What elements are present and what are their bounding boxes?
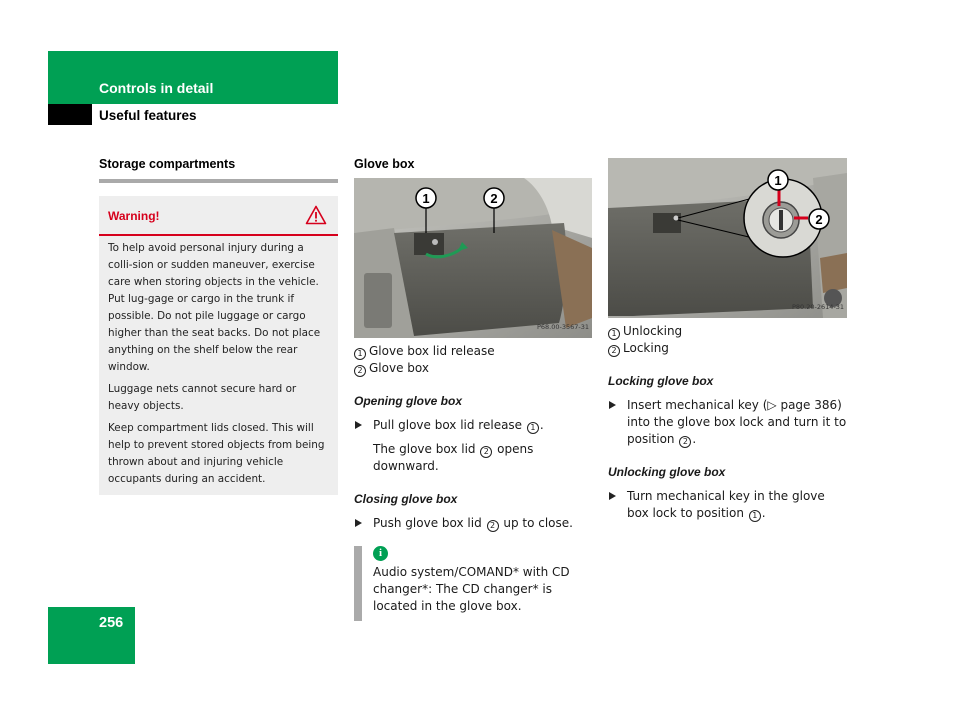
bullet-arrow-icon [355,421,362,429]
bullet-arrow-icon [355,519,362,527]
step-text: Insert mechanical key ( [627,398,768,412]
locking-step [608,397,847,448]
warning-body [99,236,338,495]
callout-number: 1 [749,510,761,522]
callout-number: 2 [487,520,499,532]
result-text: opens downward. [373,442,534,473]
storage-title: Storage compartments [99,157,236,171]
warning-paragraph: To help avoid personal injury during a colli-sion or sudden maneuver, exercise care when storing objects in the vehicle. Put lug-gage or cargo in the trunk if possible. Do not pile luggage or cargo higher than the seat backs. Do not place anything on the shelf below the rear window. [108,242,321,373]
warning-header [99,196,338,236]
legend-item [354,360,592,377]
warning-paragraph: Keep compartment lids closed. This will help to prevent stored objects from being thrown about and injuring vehicle occupants during an accident. [108,422,325,485]
unlocking-step [608,488,847,522]
legend-text: Unlocking [623,324,683,338]
result-text: The glove box lid [373,442,476,456]
callout-number: 1 [354,348,366,360]
step-text: . [692,432,697,446]
step-text: Turn mechanical key in the glove box lock to position [627,489,825,520]
step-text: . [761,506,766,520]
svg-text:1: 1 [774,173,782,188]
opening-title: Opening glove box [354,394,463,408]
warning-triangle-icon [305,205,327,225]
unlocking-title: Unlocking glove box [608,465,726,479]
legend-item [608,340,847,357]
glovebox-illustration [354,178,592,338]
step-text: . [539,418,544,432]
subsection-title: Useful features [99,108,197,123]
callout-number: 1 [527,422,539,434]
section-title: Controls in detail [99,80,214,96]
opening-result [354,441,592,475]
legend-item [608,323,847,340]
photo-code: P68.00-3567-31 [536,323,589,331]
info-note [354,546,592,615]
section-header-band [48,51,338,104]
opening-step [354,417,592,434]
lock-photo [608,158,847,318]
svg-text:2: 2 [490,191,498,206]
storage-column [99,156,338,495]
callout-number: 2 [480,446,492,458]
warning-label: Warning! [108,209,160,223]
callout-number: 2 [354,365,366,377]
glovebox-title: Glove box [354,157,415,171]
legend-text: Locking [623,341,669,355]
callout-number: 1 [608,328,620,340]
glovebox-photo [354,178,592,338]
warning-box [99,196,338,495]
bullet-arrow-icon [609,492,616,500]
bullet-arrow-icon [609,401,616,409]
lock-illustration [608,158,847,318]
title-rule [99,179,338,183]
svg-text:2: 2 [815,212,823,227]
callout-number: 2 [679,436,691,448]
page-number: 256 [99,615,124,631]
note-text: Audio system/COMAND* with CD changer*: The CD changer* is located in the glove box. [373,565,570,613]
glovebox-column [354,156,592,615]
locking-title: Locking glove box [608,374,714,388]
svg-text:1: 1 [422,191,430,206]
warning-paragraph: Luggage nets cannot secure hard or heavy objects. [108,383,297,412]
step-text: ) into the glove box lock and turn it to position [627,398,847,446]
legend-item [354,343,592,360]
callout-number: 2 [608,345,620,357]
closing-title: Closing glove box [354,492,458,506]
step-text: up to close. [503,516,573,530]
closing-step [354,515,592,532]
note-bar [354,546,362,621]
page-reference-link[interactable]: ▷ page 386 [767,398,838,412]
glovebox-legend [354,343,592,377]
info-icon: i [373,546,388,561]
legend-text: Glove box [369,361,429,375]
step-text: Push glove box lid [373,516,482,530]
lock-column [608,158,847,529]
step-text: Pull glove box lid release [373,418,523,432]
legend-text: Glove box lid release [369,344,495,358]
lock-legend [608,323,847,357]
photo-code: P80.20-2614-31 [791,303,844,311]
subsection-marker [48,104,92,125]
